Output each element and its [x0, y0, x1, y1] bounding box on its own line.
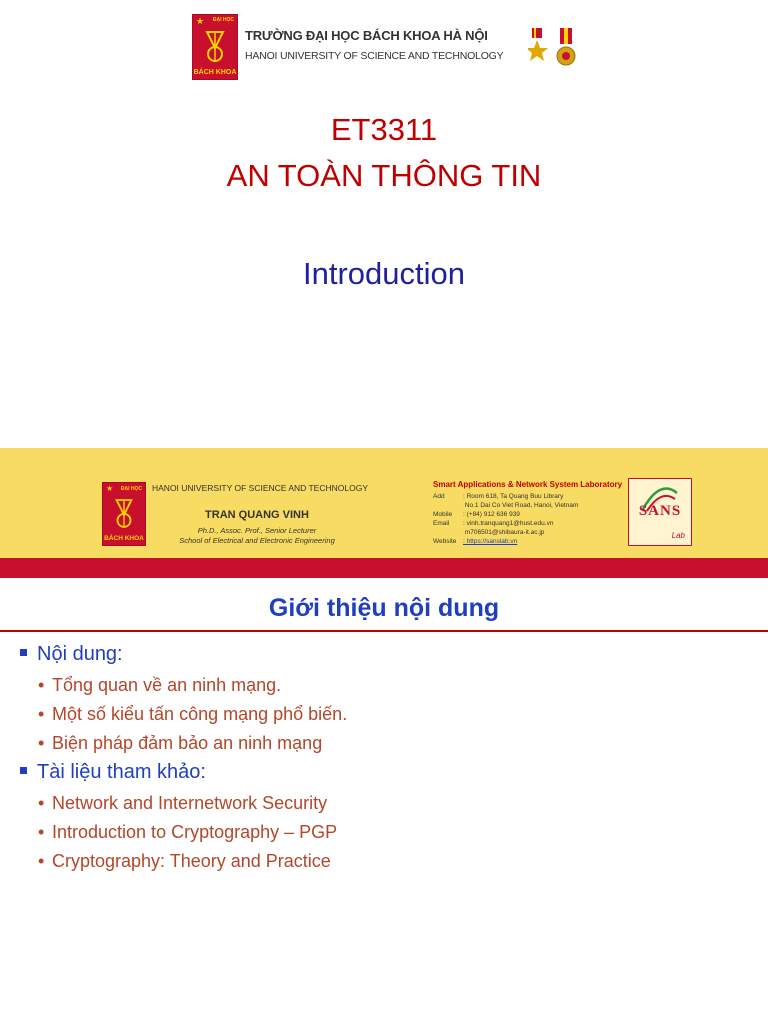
dot-bullet-icon: •: [38, 822, 45, 842]
logo-bottom-text: BÁCH KHOA: [193, 69, 237, 76]
footer-red-strip: [0, 558, 768, 578]
dot-bullet-icon: •: [38, 675, 45, 695]
logo-top-text: ĐẠI HỌC: [212, 17, 234, 23]
logo-bottom-text: BÁCH KHOA: [104, 535, 144, 542]
dot-bullet-icon: •: [38, 704, 45, 724]
contact-row: m706501@shibaura-it.ac.jp: [463, 529, 545, 536]
square-bullet-icon: [20, 649, 27, 656]
list-item: • Một số kiểu tấn công mạng phổ biến.: [38, 704, 348, 724]
university-logo: [192, 14, 238, 80]
course-name: AN TOÀN THÔNG TIN: [226, 158, 542, 193]
sans-logo-sub: Lab: [671, 531, 685, 540]
logo-top-text: ĐẠI HỌC: [120, 486, 142, 492]
slide-subtitle: Introduction: [303, 256, 465, 291]
medals-icon: [528, 26, 578, 70]
emblem-icon: [201, 28, 229, 64]
emblem-icon: [111, 496, 137, 530]
lecturer-school: School of Electrical and Electronic Engineering: [179, 536, 335, 545]
contact-row: No.1 Dai Co Viet Road, Hanoi, Vietnam: [463, 502, 579, 509]
title-divider: [0, 630, 768, 632]
star-icon: ★: [196, 16, 205, 26]
website-link[interactable]: : https://sanslab.vn: [463, 538, 518, 545]
list-item: • Cryptography: Theory and Practice: [38, 851, 331, 871]
footer-university-logo: [102, 482, 146, 546]
contact-row: Mobile : (+84) 912 636 939: [433, 511, 520, 518]
lecturer-title: Ph.D., Assoc. Prof., Senior Lecturer: [197, 526, 317, 535]
section-heading: Tài liệu tham khảo:: [20, 761, 206, 784]
sans-logo-text: SANS: [638, 503, 682, 519]
sans-lab-logo: [628, 478, 692, 546]
university-name-en: HANOI UNIVERSITY OF SCIENCE AND TECHNOLOGY: [245, 50, 504, 62]
contact-row-website[interactable]: Website : https://sanslab.vn: [433, 538, 518, 545]
contact-row: Email : vinh.tranquang1@hust.edu.vn: [433, 520, 554, 527]
square-bullet-icon: [20, 767, 27, 774]
list-item: • Tổng quan về an ninh mạng.: [38, 675, 282, 695]
dot-bullet-icon: •: [38, 733, 45, 753]
course-code: ET3311: [330, 112, 438, 147]
lab-name: Smart Applications & Network System Laboratory: [433, 480, 623, 489]
list-item: • Network and Internetwork Security: [38, 793, 328, 813]
dot-bullet-icon: •: [38, 851, 45, 871]
star-icon: ★: [106, 484, 114, 493]
lecturer-name: TRAN QUANG VINH: [205, 509, 309, 521]
contact-row: Add : Room 618, Ta Quang Buu Library: [433, 493, 564, 500]
list-item: • Biện pháp đảm bảo an ninh mạng: [38, 733, 323, 753]
university-name-vi: TRƯỜNG ĐẠI HỌC BÁCH KHOA HÀ NỘI: [245, 28, 488, 43]
section-heading: Nội dung:: [20, 643, 123, 666]
list-item: • Introduction to Cryptography – PGP: [38, 822, 338, 842]
dot-bullet-icon: •: [38, 793, 45, 813]
footer-university: HANOI UNIVERSITY OF SCIENCE AND TECHNOLOGY: [152, 483, 369, 493]
slide-title: Giới thiệu nội dung: [268, 594, 500, 622]
